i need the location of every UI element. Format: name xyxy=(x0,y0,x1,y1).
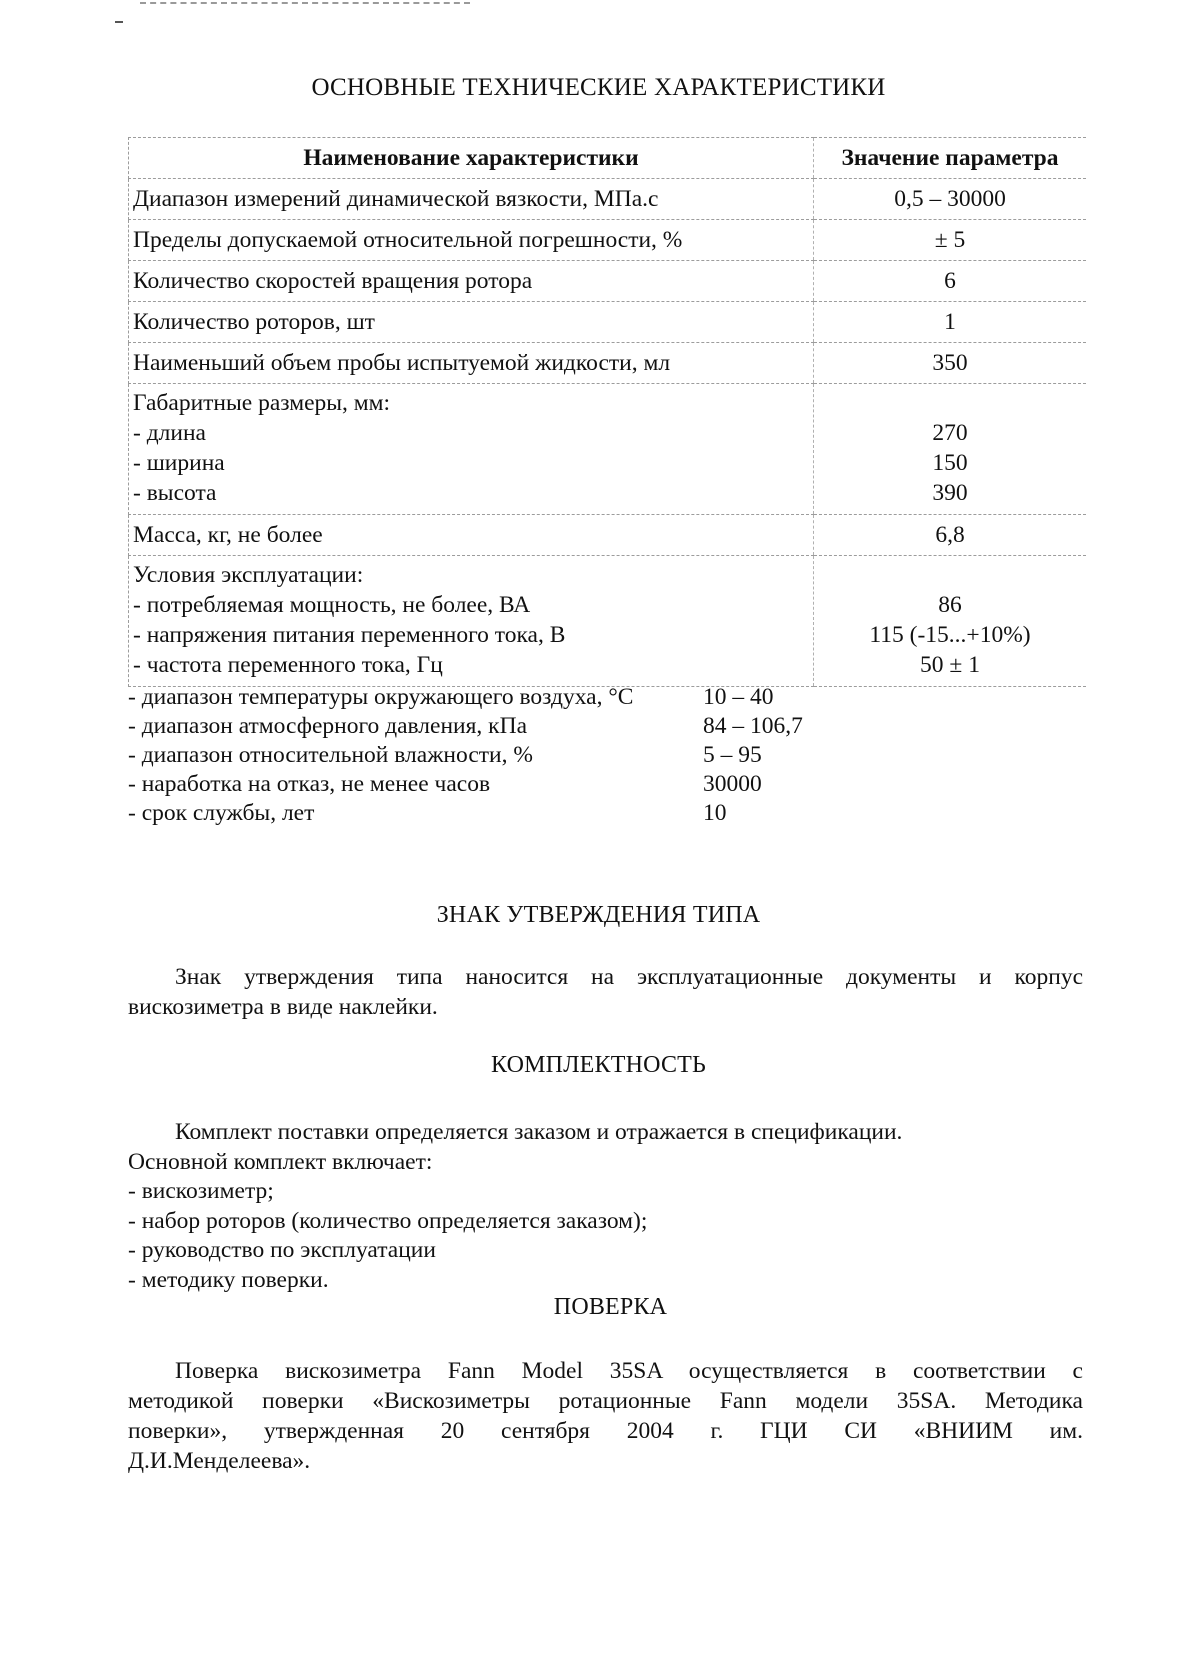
section-heading-type-approval: ЗНАК УТВЕРЖДЕНИЯ ТИПА xyxy=(436,902,761,928)
row-value: 6 xyxy=(814,261,1087,302)
row-name: Количество скоростей вращения ротора xyxy=(129,261,814,302)
condition-label: - диапазон атмосферного давления, кПа xyxy=(128,713,527,739)
condition-value: 84 – 106,7 xyxy=(703,713,803,739)
table-row-dimensions xyxy=(129,384,1087,515)
row-name: Наименьший объем пробы испытуемой жидкости, мл xyxy=(129,343,814,384)
dimensions-label: Габаритные размеры, мм: xyxy=(133,390,391,416)
list-item: - руководство по эксплуатации xyxy=(128,1237,436,1263)
table-row xyxy=(129,261,1087,302)
power-label: - потребляемая мощность, не более, ВА xyxy=(133,592,531,618)
dimension-length-label: - длина xyxy=(133,420,206,446)
row-name: Диапазон измерений динамической вязкости, МПа.с xyxy=(129,179,814,220)
spec-table xyxy=(128,137,1086,687)
scan-artifact-mark xyxy=(115,21,123,23)
table-row xyxy=(129,302,1087,343)
list-item: - вискозиметр; xyxy=(128,1178,274,1204)
frequency-value: 50 ± 1 xyxy=(920,652,980,678)
voltage-value: 115 (-15...+10%) xyxy=(869,622,1031,648)
row-value: 0,5 – 30000 xyxy=(814,179,1087,220)
dimension-height-value: 390 xyxy=(932,480,968,506)
spacer xyxy=(818,388,1082,418)
condition-label: - срок службы, лет xyxy=(128,800,315,826)
condition-value: 30000 xyxy=(703,771,762,797)
table-header-row xyxy=(129,138,1087,179)
dimension-width-label: - ширина xyxy=(133,450,225,476)
list-item: - методику поверки. xyxy=(128,1266,329,1293)
paragraph-line: поверки», утвержденная 20 сентября 2004 г. ГЦИ СИ «ВНИИМ им. xyxy=(128,1418,1083,1444)
header-name: Наименование характеристики xyxy=(129,138,814,179)
paragraph-line: Знак утверждения типа наносится на эксплуатационные документы и корпус xyxy=(175,964,1083,990)
dimensions-names xyxy=(129,384,814,515)
table-row xyxy=(129,179,1087,220)
header-value: Значение параметра xyxy=(814,138,1087,179)
row-value: 350 xyxy=(814,343,1087,384)
paragraph-line: методикой поверки «Вискозиметры ротационные Fann модели 35SA. Методика xyxy=(128,1388,1083,1414)
operating-values xyxy=(814,556,1087,687)
dimensions-values xyxy=(814,384,1087,515)
table-row xyxy=(129,343,1087,384)
row-name: Масса, кг, не более xyxy=(129,515,814,556)
dimension-length-value: 270 xyxy=(932,420,968,446)
paragraph-line: Д.И.Менделеева». xyxy=(128,1448,311,1474)
paragraph-line: Поверка вискозиметра Fann Model 35SA осуществляется в соответствии с xyxy=(175,1358,1083,1384)
row-name: Пределы допускаемой относительной погрешности, % xyxy=(129,220,814,261)
operating-names xyxy=(129,556,814,687)
table-row-operating xyxy=(129,556,1087,687)
type-approval-paragraph xyxy=(128,962,1083,1022)
condition-label: - диапазон относительной влажности, % xyxy=(128,742,533,768)
dimension-width-value: 150 xyxy=(932,450,968,476)
dimension-height-label: - высота xyxy=(133,480,217,506)
scan-artifact-line xyxy=(140,2,470,4)
list-item: - набор роторов (количество определяется заказом); xyxy=(128,1207,648,1234)
verification-paragraph xyxy=(128,1356,1083,1476)
frequency-label: - частота переменного тока, Гц xyxy=(133,652,443,678)
paragraph-line: вискозиметра в виде наклейки. xyxy=(128,994,438,1020)
condition-value: 10 xyxy=(703,800,727,826)
condition-value: 10 – 40 xyxy=(703,684,774,710)
section-heading-verification: ПОВЕРКА xyxy=(553,1294,668,1320)
completeness-basic: Основной комплект включает: xyxy=(128,1148,433,1175)
row-name: Количество роторов, шт xyxy=(129,302,814,343)
condition-label: - наработка на отказ, не менее часов xyxy=(128,771,491,797)
operating-label: Условия эксплуатации: xyxy=(133,562,364,588)
condition-value: 5 – 95 xyxy=(703,742,762,768)
row-value: 6,8 xyxy=(814,515,1087,556)
completeness-list xyxy=(128,1118,902,1295)
completeness-intro: Комплект поставки определяется заказом и отражается в спецификации. xyxy=(175,1119,903,1145)
row-value: 1 xyxy=(814,302,1087,343)
power-value: 86 xyxy=(938,592,962,618)
page-title: ОСНОВНЫЕ ТЕХНИЧЕСКИЕ ХАРАКТЕРИСТИКИ xyxy=(311,74,886,101)
table-row-mass xyxy=(129,515,1087,556)
condition-label: - диапазон температуры окружающего воздуха, °С xyxy=(128,684,634,710)
spacer xyxy=(818,560,1082,590)
voltage-label: - напряжения питания переменного тока, В xyxy=(133,622,566,648)
table-row xyxy=(129,220,1087,261)
section-heading-completeness: КОМПЛЕКТНОСТЬ xyxy=(490,1052,707,1078)
row-value: ± 5 xyxy=(814,220,1087,261)
